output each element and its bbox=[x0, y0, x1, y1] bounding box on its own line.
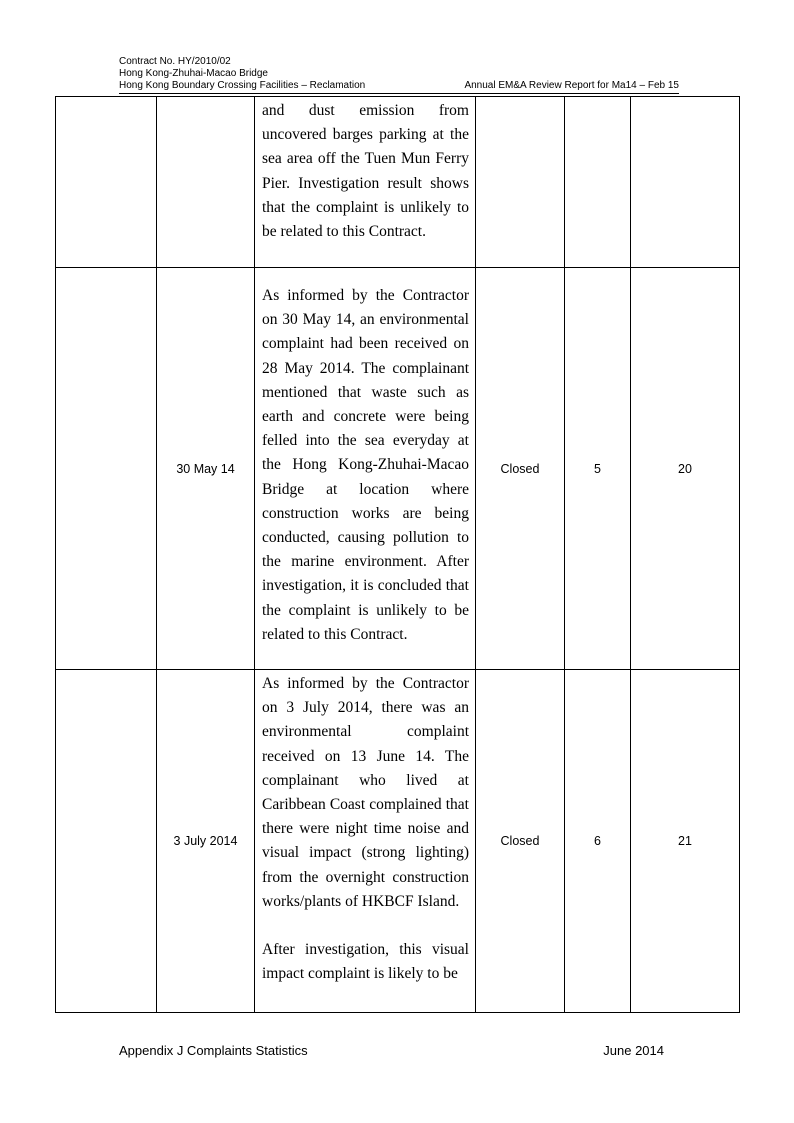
description-cell bbox=[255, 97, 476, 268]
header-bottom-row bbox=[119, 80, 679, 92]
date-cell: 3 July 2014 bbox=[157, 670, 255, 1013]
row-index-cell bbox=[56, 97, 157, 268]
description-paragraph: and dust emission from uncovered barges parking at the sea area off the Tuen Mun Ferry Pier. Investigation result shows that the complaint is unlikely to be related to this Contract. bbox=[262, 102, 469, 241]
report-date: June 2014 bbox=[603, 1043, 664, 1058]
table-row bbox=[56, 97, 740, 268]
date-cell bbox=[157, 97, 255, 268]
row-index-cell bbox=[56, 670, 157, 1013]
header-rule bbox=[119, 93, 679, 94]
complaints-table-container bbox=[55, 96, 739, 1013]
count-cell bbox=[565, 97, 631, 268]
report-title: Annual EM&A Review Report for Ma14 – Feb 15 bbox=[464, 80, 679, 91]
status-cell bbox=[476, 97, 565, 268]
count-cell: 5 bbox=[565, 268, 631, 670]
status-cell: Closed bbox=[476, 268, 565, 670]
cumulative-cell: 20 bbox=[631, 268, 740, 670]
paragraph-gap bbox=[262, 914, 469, 938]
row-index-cell bbox=[56, 268, 157, 670]
count-cell: 6 bbox=[565, 670, 631, 1013]
status-cell: Closed bbox=[476, 670, 565, 1013]
description-paragraph: As informed by the Contractor on 3 July 2014, there was an environmental complaint received on 13 June 14. The complainant who lived at Caribbean Coast complained that there were night time noise and visual impact (strong lighting) from the overnight construction works/plants of HKBCF Island. bbox=[262, 675, 469, 910]
description-cell bbox=[255, 268, 476, 670]
description-paragraph: After investigation, this visual impact complaint is likely to be bbox=[262, 941, 469, 983]
contract-number: Contract No. HY/2010/02 bbox=[119, 56, 231, 67]
complaints-table bbox=[55, 96, 740, 1013]
facility-name: Hong Kong Boundary Crossing Facilities – Reclamation bbox=[119, 80, 366, 91]
cumulative-cell: 21 bbox=[631, 670, 740, 1013]
appendix-label: Appendix J Complaints Statistics bbox=[119, 1043, 308, 1058]
table-row bbox=[56, 670, 740, 1013]
table-row bbox=[56, 268, 740, 670]
page-header bbox=[119, 56, 679, 92]
cumulative-cell bbox=[631, 97, 740, 268]
description-cell bbox=[255, 670, 476, 1013]
page-footer bbox=[119, 1043, 664, 1058]
project-name: Hong Kong-Zhuhai-Macao Bridge bbox=[119, 68, 268, 79]
date-cell: 30 May 14 bbox=[157, 268, 255, 670]
description-paragraph: As informed by the Contractor on 30 May 14, an environmental complaint had been received on 28 May 2014. The complainant mentioned that waste such as earth and concrete were being felled into the sea everyday at the Hong Kong-Zhuhai-Macao Bridge at location where construction works are being conducted, causing pollution to the marine environment. After investigation, it is concluded that the complaint is unlikely to be related to this Contract. bbox=[262, 287, 469, 643]
